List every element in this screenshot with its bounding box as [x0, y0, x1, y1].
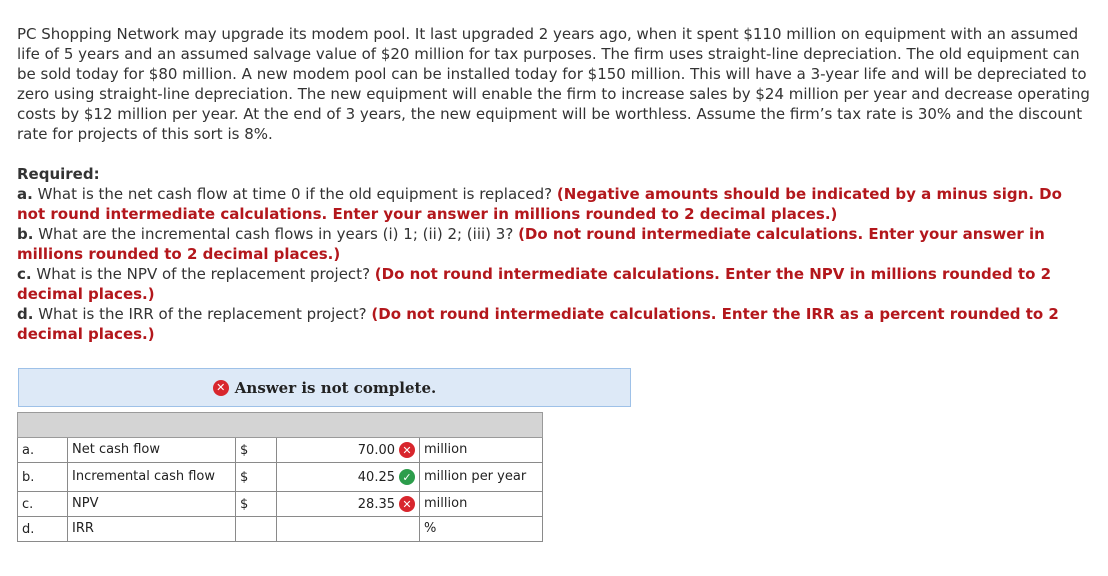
banner-text: Answer is not complete. — [234, 378, 437, 397]
question-a — [17, 184, 1092, 224]
answer-table — [17, 412, 543, 542]
row-label: NPV — [68, 492, 236, 517]
row-letter: c. — [18, 492, 68, 517]
question-letter: b. — [17, 225, 34, 243]
table-row — [18, 438, 543, 463]
x-icon: ✕ — [399, 442, 415, 458]
row-label: IRR — [68, 517, 236, 542]
problem-statement: PC Shopping Network may upgrade its modem pool. It last upgraded 2 years ago, when it spent $110 million on equipment with an assumed life of 5 years and an assumed salvage value of $20 million for tax purposes. The firm uses straight-line depreciation. The old equipment can be sold today for $80 million. A new modem pool can be installed today for $150 million. This will have a 3-year life and will be depreciated to zero using straight-line depreciation. The new equipment will enable the firm to increase sales by $24 million per year and decrease operating costs by $12 million per year. At the end of 3 years, the new equipment will be worthless. Assume the firm’s tax rate is 30% and the discount rate for projects of this sort is 8%. — [17, 25, 1090, 143]
currency-symbol: $ — [236, 492, 277, 517]
question-text: What is the NPV of the replacement project? — [31, 265, 375, 283]
table-row — [18, 492, 543, 517]
table-row — [18, 517, 543, 542]
currency-symbol: $ — [236, 463, 277, 492]
question-letter: a. — [17, 185, 33, 203]
check-icon: ✓ — [399, 469, 415, 485]
question-hint: (Do not round intermediate calculations. Enter the NPV in millions rounded to 2 decimal places.) — [17, 265, 1052, 303]
answer-input-npv[interactable] — [277, 492, 420, 517]
required-title: Required: — [17, 165, 100, 183]
question-b — [17, 224, 1092, 264]
question-letter: c. — [17, 265, 32, 283]
question-text: What are the incremental cash flows in years (i) 1; (ii) 2; (iii) 3? — [33, 225, 519, 243]
table-header-row — [18, 413, 543, 438]
question-text: What is the IRR of the replacement project? — [33, 305, 372, 323]
question-text: What is the net cash flow at time 0 if the old equipment is replaced? — [32, 185, 557, 203]
row-letter: d. — [18, 517, 68, 542]
x-icon: ✕ — [213, 380, 229, 396]
row-unit: million per year — [420, 463, 543, 492]
answer-value: 70.00 — [357, 442, 395, 458]
answer-value: 40.25 — [357, 469, 395, 485]
required-section — [17, 164, 1092, 344]
question-hint: (Negative amounts should be indicated by a minus sign. Do not round intermediate calculations. Enter your answer in millions rounded to 2 decimal places.) — [17, 185, 1062, 223]
question-c — [17, 264, 1092, 304]
row-unit: million — [420, 492, 543, 517]
row-unit: % — [420, 517, 543, 542]
row-label: Net cash flow — [68, 438, 236, 463]
question-d — [17, 304, 1092, 344]
row-letter: a. — [18, 438, 68, 463]
answer-input-net-cash-flow[interactable] — [277, 438, 420, 463]
row-unit: million — [420, 438, 543, 463]
answer-input-irr[interactable] — [277, 517, 420, 542]
row-letter: b. — [18, 463, 68, 492]
question-hint: (Do not round intermediate calculations. Enter the IRR as a percent rounded to 2 decimal places.) — [17, 305, 1059, 343]
answer-status-banner — [18, 368, 631, 407]
currency-symbol — [236, 517, 277, 542]
answer-input-incremental-cash-flow[interactable] — [277, 463, 420, 492]
x-icon: ✕ — [399, 496, 415, 512]
table-row — [18, 463, 543, 492]
answer-value: 28.35 — [357, 496, 395, 512]
question-hint: (Do not round intermediate calculations. Enter your answer in millions rounded to 2 decimal places.) — [17, 225, 1045, 263]
table-header-cell — [18, 413, 543, 438]
question-letter: d. — [17, 305, 34, 323]
currency-symbol: $ — [236, 438, 277, 463]
row-label: Incremental cash flow — [68, 463, 236, 492]
